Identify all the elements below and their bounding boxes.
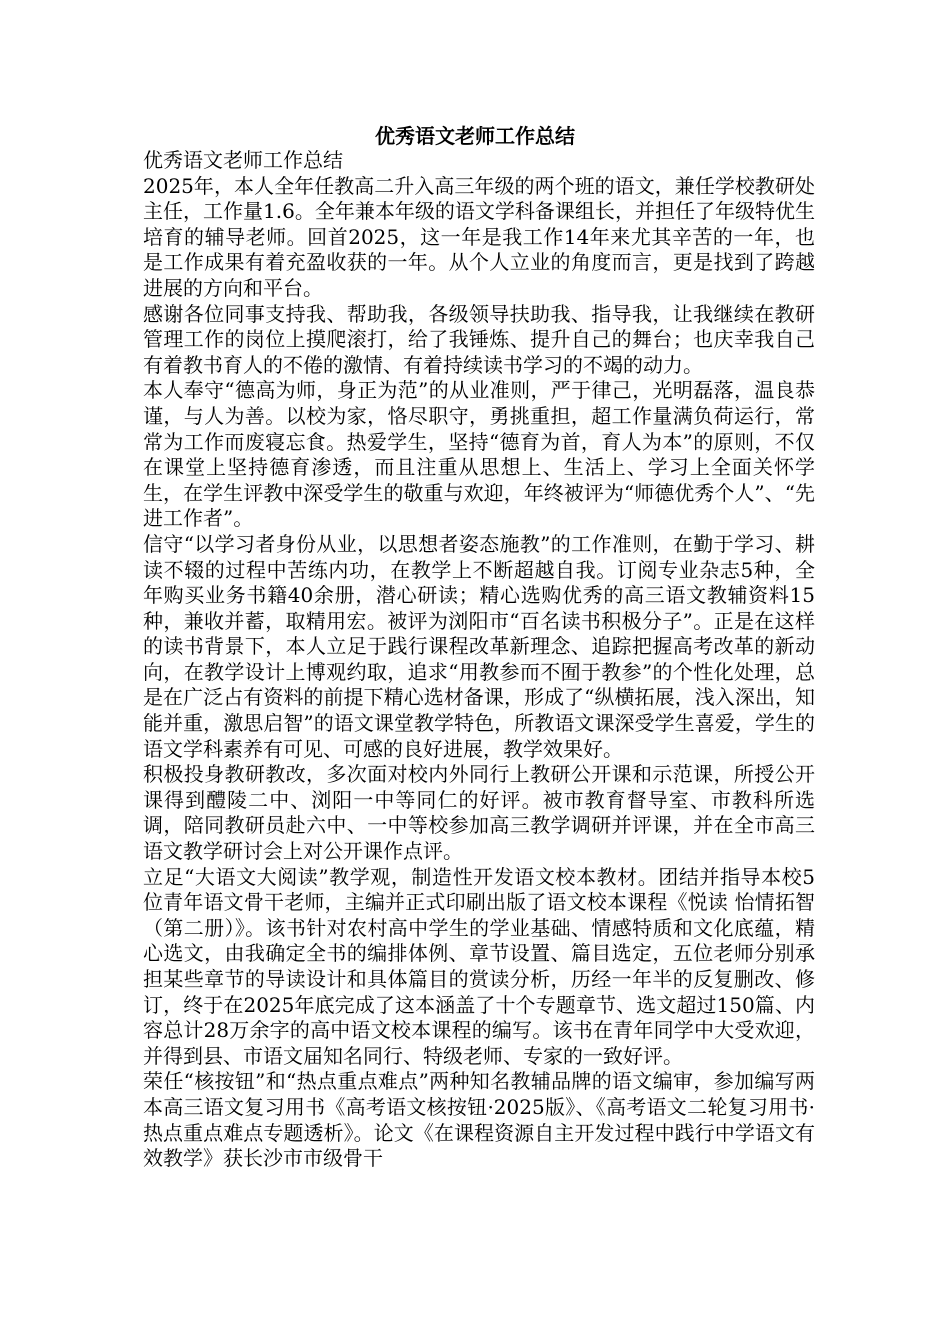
paragraph-textbook: 立足“大语文大阅读”教学观，制造性开发语文校本教材。团结并指导本校5位青年语文骨干老师，主编并正式印刷出版了语文校本课程《悦读 怡情拓智（第二册）》。该书针对农村高中学生的学业基础、情感特质和文化底蕴，精心选文，由我确定全书的编排体例、章节设置、篇目选定，五位老师分别承担某些章节的导读设计和具体篇目的赏读分析，历经一年半的反复删改、修订，终于在2025年底完成了这本涵盖了十个专题章节、选文超过150篇、内容总计28万余字的高中语文校本课程的编写。该书在青年同学中大受欢迎，并得到县、市语文届知名同行、特级老师、专家的一致好评。 bbox=[143, 864, 815, 1068]
document-title: 优秀语文老师工作总结 bbox=[375, 124, 575, 148]
paragraph-subtitle: 优秀语文老师工作总结 bbox=[143, 148, 343, 172]
paragraph-editing: 荣任“核按钮”和“热点重点难点”两种知名教辅品牌的语文编审，参加编写两本高三语文复习用书《高考语文核按钮·2025版》、《高考语文二轮复习用书·热点重点难点专题透析》。论文《在课程资源自主开发过程中践行中学语文有效教学》获长沙市市级骨干 bbox=[143, 1069, 815, 1171]
paragraph-ethics: 本人奉守“德高为师，身正为范”的从业准则，严于律己，光明磊落，温良恭谨，与人为善。以校为家，恪尽职守，勇挑重担，超工作量满负荷运行，常常为工作而废寝忘食。热爱学生，坚持“德育为首，育人为本”的原则，不仅在课堂上坚持德育渗透，而且注重从思想上、生活上、学习上全面关怀学生，在学生评教中深受学生的敬重与欢迎，年终被评为“师德优秀个人”、“先进工作者”。 bbox=[143, 378, 815, 531]
paragraph-learning: 信守“以学习者身份从业，以思想者姿态施教”的工作准则，在勤于学习、耕读不辍的过程中苦练内功，在教学上不断超越自我。订阅专业杂志5种，全年购买业务书籍40余册，潜心研读；精心选购优秀的高三语文教辅资料15种，兼收并蓄，取精用宏。被评为浏阳市“百名读书积极分子”。正是在这样的读书背景下，本人立足于践行课程改革新理念、追踪把握高考改革的新动向，在教学设计上博观约取，追求“用教参而不囿于教参”的个性化处理，总是在广泛占有资料的前提下精心选材备课，形成了“纵横拓展，浅入深出，知能并重，激思启智”的语文课堂教学特色，所教语文课深受学生喜爱，学生的语文学科素养有可见、可感的良好进展，教学效果好。 bbox=[143, 531, 815, 761]
paragraph-research: 积极投身教研教改，多次面对校内外同行上教研公开课和示范课，所授公开课得到醴陵二中、浏阳一中等同仁的好评。被市教育督导室、市教科所选调，陪同教研员赴六中、一中等校参加高三教学调研并评课，并在全市高三语文教学研讨会上对公开课作点评。 bbox=[143, 762, 815, 864]
paragraph-intro: 2025年，本人全年任教高二升入高三年级的两个班的语文，兼任学校教研处主任，工作量1.6。全年兼本年级的语文学科备课组长，并担任了年级特优生培育的辅导老师。回首2025，这一年是我工作14年来尤其辛苦的一年，也是工作成果有着充盈收获的一年。从个人立业的角度而言，更是找到了跨越进展的方向和平台。 bbox=[143, 173, 815, 300]
document-body bbox=[143, 148, 815, 1172]
paragraph-thanks: 感谢各位同事支持我、帮助我，各级领导扶助我、指导我，让我继续在教研管理工作的岗位上摸爬滚打，给了我锤炼、提升自己的舞台；也庆幸我自己有着教书育人的不倦的激情、有着持续读书学习的不竭的动力。 bbox=[143, 301, 815, 377]
